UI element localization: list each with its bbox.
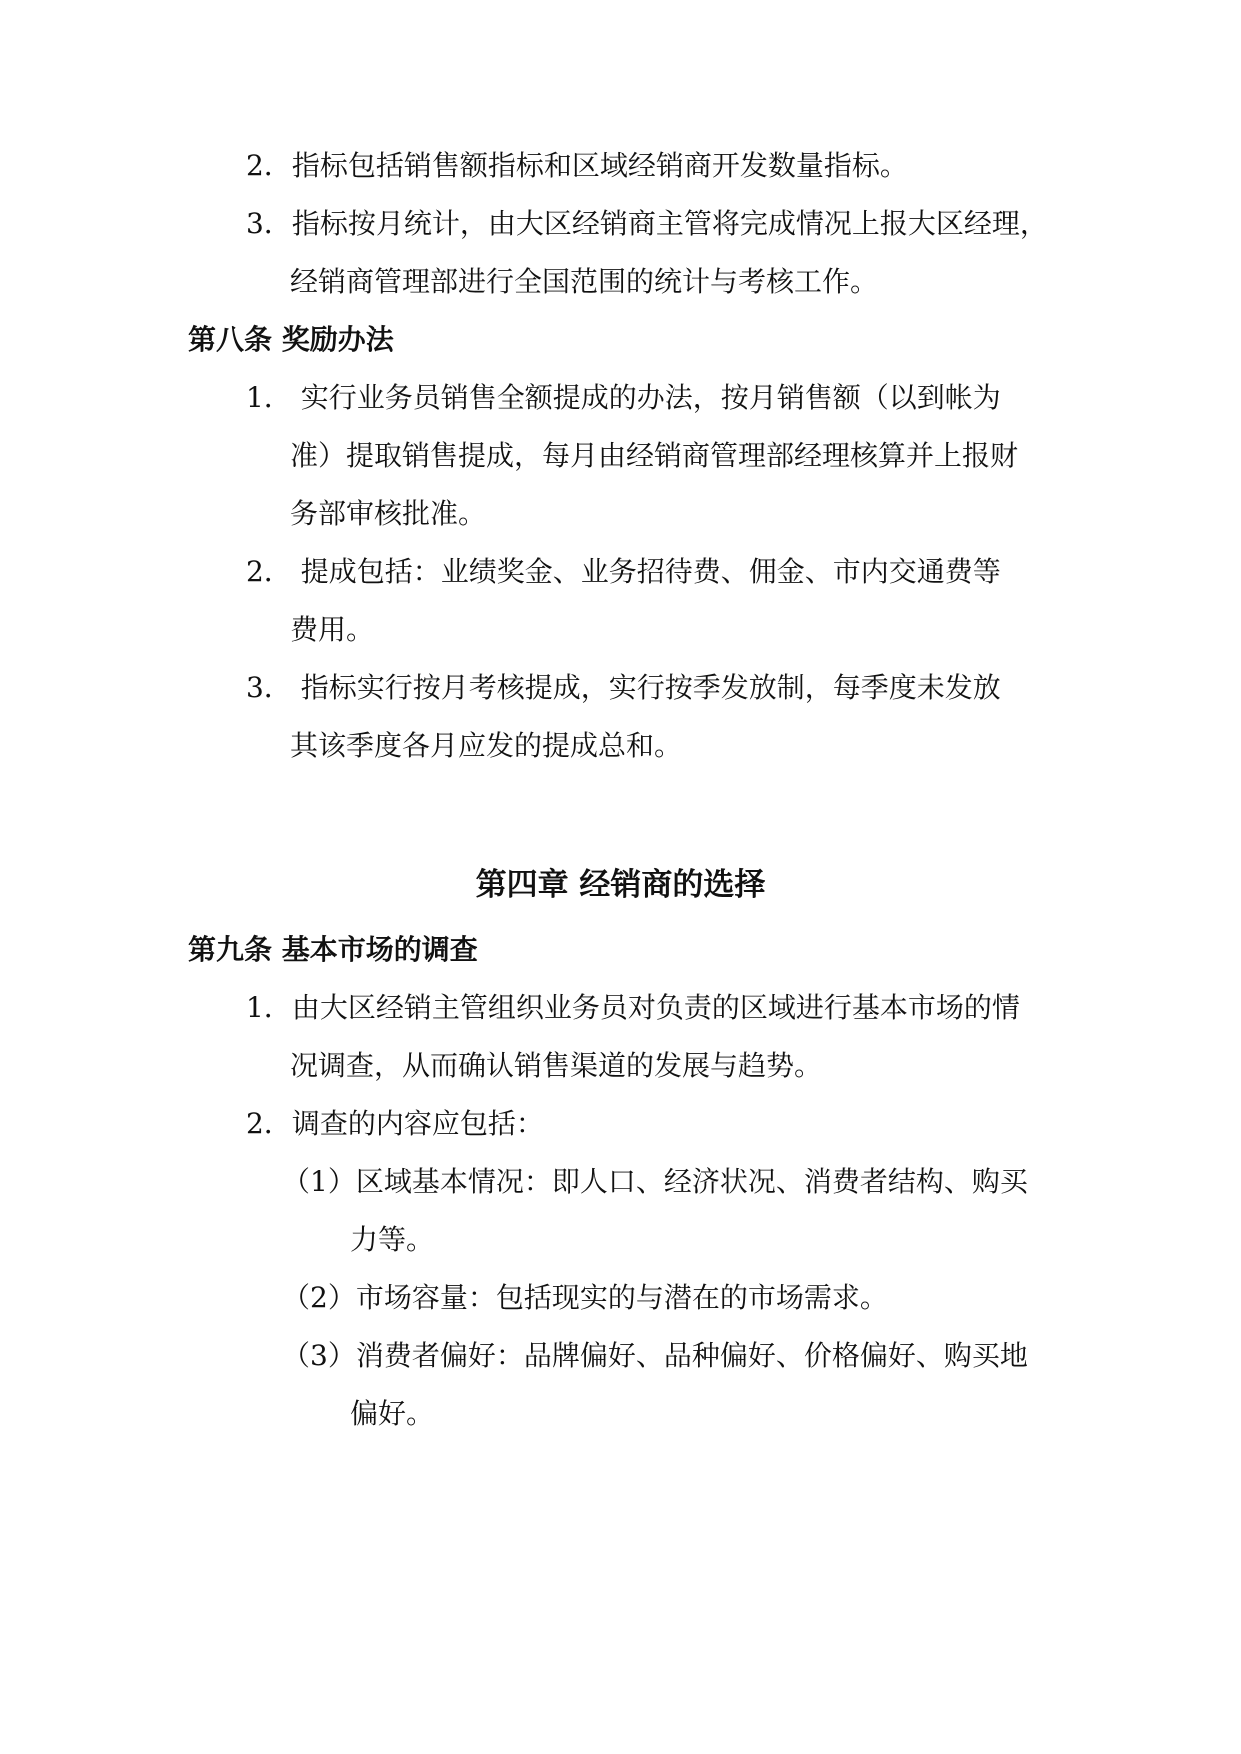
article8-item3-line2: 其该季度各月应发的提成总和。 xyxy=(290,729,683,762)
article9-sub1-line1: （1）区域基本情况：即人口、经济状况、消费者结构、购买 xyxy=(282,1165,1028,1198)
article9-item2: 2．调查的内容应包括： xyxy=(246,1107,544,1140)
article8-heading: 第八条 奖励办法 xyxy=(188,323,394,356)
article8-item2-line2: 费用。 xyxy=(290,613,375,646)
article8-item1-line2: 准）提取销售提成，每月由经销商管理部经理核算并上报财 xyxy=(290,439,1019,472)
article9-sub3-line2: 偏好。 xyxy=(350,1397,435,1430)
article8-item3-line1: 3． 指标实行按月考核提成，实行按季发放制，每季度未发放 xyxy=(246,671,1001,704)
article8-item2-line1: 2． 提成包括：业绩奖金、业务招待费、佣金、市内交通费等 xyxy=(246,555,1001,588)
article9-heading: 第九条 基本市场的调查 xyxy=(188,933,478,966)
article9-item1-line2: 况调查，从而确认销售渠道的发展与趋势。 xyxy=(290,1049,823,1082)
article7-item3-line2: 经销商管理部进行全国范围的统计与考核工作。 xyxy=(290,265,879,298)
article9-sub2: （2）市场容量：包括现实的与潜在的市场需求。 xyxy=(282,1281,888,1314)
article7-item2: 2．指标包括销售额指标和区域经销商开发数量指标。 xyxy=(246,149,908,182)
article9-sub1-line2: 力等。 xyxy=(350,1223,435,1256)
chapter4-title: 第四章 经销商的选择 xyxy=(475,867,766,903)
article9-sub3-line1: （3）消费者偏好：品牌偏好、品种偏好、价格偏好、购买地 xyxy=(282,1339,1028,1372)
article8-item1-line3: 务部审核批准。 xyxy=(290,497,487,530)
article8-item1-line1: 1． 实行业务员销售全额提成的办法，按月销售额（以到帐为 xyxy=(246,381,1001,414)
article7-item3-line1: 3．指标按月统计，由大区经销商主管将完成情况上报大区经理， xyxy=(246,207,1048,240)
article9-item1-line1: 1．由大区经销主管组织业务员对负责的区域进行基本市场的情 xyxy=(246,991,1020,1024)
